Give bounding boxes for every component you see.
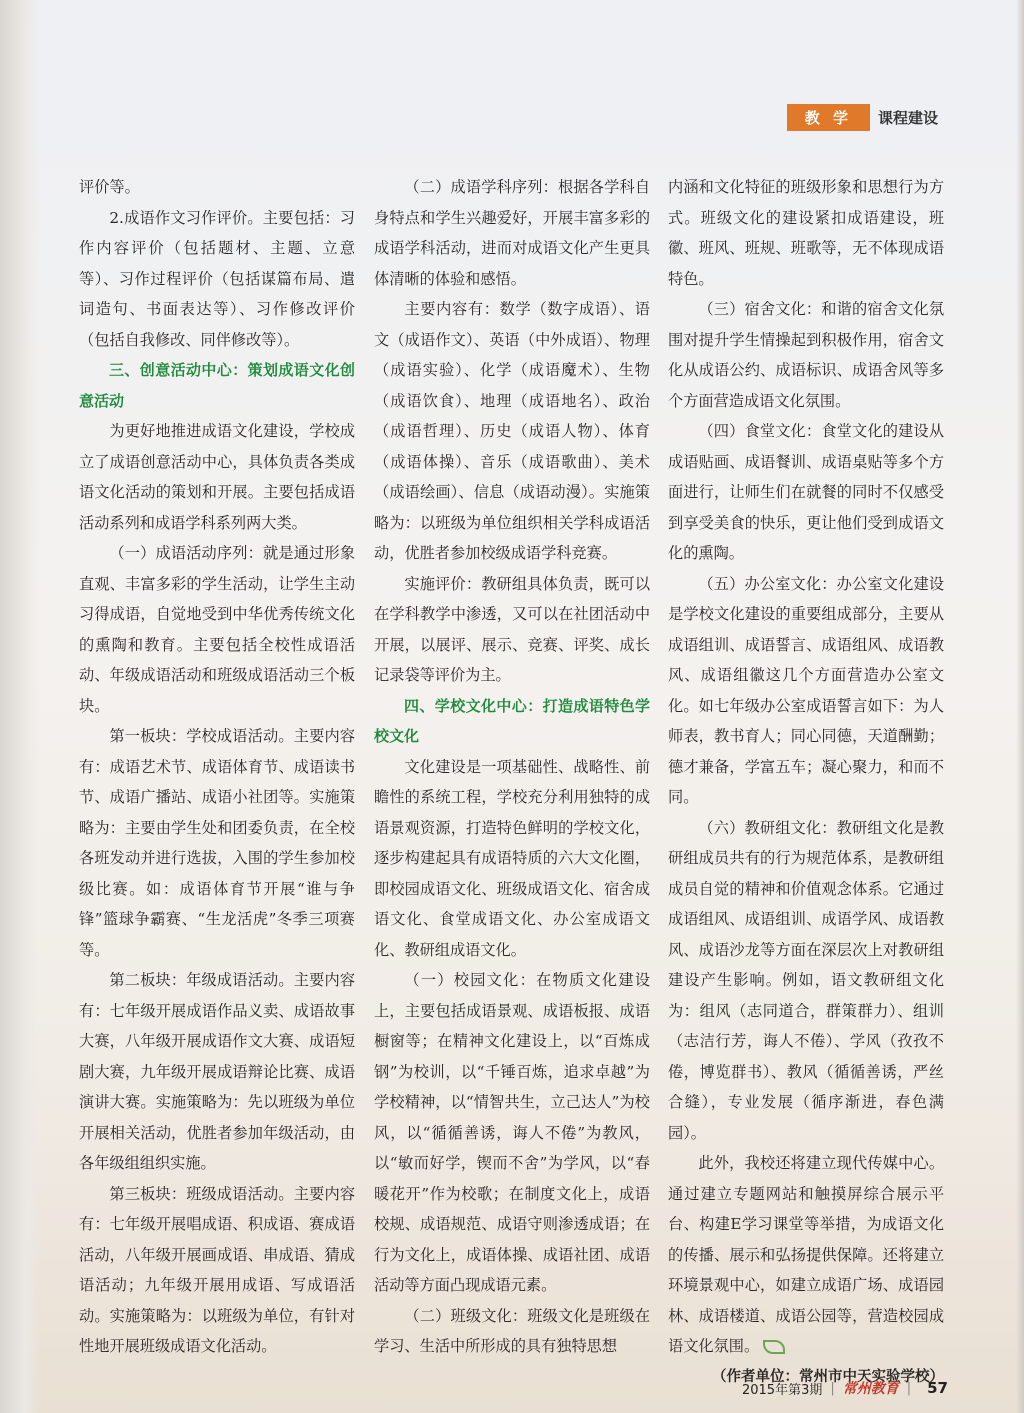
paragraph: 文化建设是一项基础性、战略性、前瞻性的系统工程，学校充分利用独特的成语景观资源，打造特色鲜明的学校文化，逐步构建起具有成语特质的六大文化圈，即校园成语文化、班级成语文化、宿舍成语文化、食堂成语文化、办公室成语文化、教研组成语文化。 bbox=[374, 757, 650, 959]
footer-divider: | bbox=[906, 1380, 912, 1396]
magazine-logo: 常州教育 bbox=[842, 1381, 899, 1397]
paragraph: 实施评价：教研组具体负责，既可以在学科教学中渗透，又可以在社团活动中开展，以展评、展示、竞赛、评奖、成长记录袋等评价为主。 bbox=[374, 574, 650, 684]
column-tag: 教 学 bbox=[787, 104, 870, 131]
paragraph: （一）成语活动序列：就是通过形象直观、丰富多彩的学生活动，让学生主动习得成语，自觉地受到中华优秀传统文化的熏陶和教育。主要包括全校性成语活动、年级成语活动和班级成语活动三个板块。 bbox=[79, 544, 355, 715]
page-edge bbox=[1016, 0, 1024, 1413]
binding-shadow bbox=[0, 0, 40, 1413]
page-number: 57 bbox=[927, 1379, 948, 1397]
text-column-2 bbox=[374, 172, 650, 1362]
paragraph: （五）办公室文化：办公室文化建设是学校文化建设的重要组成部分，主要从成语组训、成语誓言、成语组风、成语教风、成语组徽这几个方面营造办公室文化。如七年级办公室成语誓言如下：为人师表，教书育人；同心同德，天道酬勤；德才兼备，学富五车；凝心聚力，和而不同。 bbox=[668, 574, 944, 806]
text-column-3 bbox=[668, 172, 944, 1392]
paragraph: 第三板块：班级成语活动。主要内容有：七年级开展唱成语、积成语、赛成语活动，八年级开展画成语、串成语、猜成语活动；九年级开展用成语、写成语活动。实施策略为：以班级为单位，有针对性地开展班级成语文化活动。 bbox=[79, 1184, 355, 1355]
paragraph: 第二板块：年级成语活动。主要内容有：七年级开展成语作品义卖、成语故事大赛，八年级开展成语作文大赛、成语短剧大赛，九年级开展成语辩论比赛、成语演讲大赛。实施策略为：先以班级为单位开展相关活动，优胜者参加年级活动，由各年级组组织实施。 bbox=[79, 971, 355, 1172]
page-header bbox=[787, 104, 938, 130]
issue-label: 2015年第3期 bbox=[741, 1382, 823, 1398]
paragraph: （二）班级文化：班级文化是班级在学习、生活中所形成的具有独特思想 bbox=[374, 1306, 650, 1355]
paragraph: 2.成语作文习作评价。主要包括：习作内容评价（包括题材、主题、立意等）、习作过程评价（包括谋篇布局、遣词造句、书面表达等）、习作修改评价（包括自我修改、同伴修改等）。 bbox=[79, 208, 355, 349]
footer-divider: | bbox=[830, 1380, 835, 1396]
paragraph: （二）成语学科序列：根据各学科自身特点和学生兴趣爱好，开展丰富多彩的成语学科活动，进而对成语文化产生更具体清晰的体验和感悟。 bbox=[374, 178, 650, 288]
paragraph: 评价等。 bbox=[79, 178, 140, 196]
closing-text: 此外，我校还将建立现代传媒中心。通过建立专题网站和触摸屏综合展示平台、构建E学习课堂等举措，为成语文化的传播、展示和弘扬提供保障。还将建立环境景观中心，如建立成语广场、成语园林、成语楼道、成语公园等，营造校园成语文化氛围。 bbox=[668, 1154, 944, 1355]
section-heading: 三、创意活动中心：策划成语文化创意活动 bbox=[79, 361, 355, 410]
paragraph: （六）教研组文化：教研组文化是教研组成员共有的行为规范体系，是教研组成员自觉的精神和价值观念体系。它通过成语组风、成语组训、成语学风、成语教风、成语沙龙等方面在深层次上对教研组建设产生影响。例如，语文教研组文化为：组风（志同道合，群策群力）、组训（志洁行芳，诲人不倦）、学风（孜孜不倦，博览群书）、教风（循循善诱，严丝合缝），专业发展（循序渐进，春色满园）。 bbox=[668, 818, 944, 1142]
page-footer bbox=[742, 1378, 948, 1398]
paragraph: （一）校园文化：在物质文化建设上，主要包括成语景观、成语板报、成语橱窗等；在精神文化建设上，以“百炼成钢”为校训，以“千锤百炼，追求卓越”为学校精神，以“情智共生，立己达人”为校风，以“循循善诱，诲人不倦”为教风，以“敏而好学，锲而不舍”为学风，以“春暖花开”作为校歌；在制度文化上，成语校规、成语规范、成语守则渗透成语；在行为文化上，成语体操、成语社团、成语活动等方面凸现成语元素。 bbox=[374, 971, 650, 1294]
leaf-icon bbox=[763, 1340, 785, 1354]
paragraph: （四）食堂文化：食堂文化的建设从成语贴画、成语餐训、成语桌贴等多个方面进行，让师生们在就餐的同时不仅感受到享受美食的快乐，更让他们受到成语文化的熏陶。 bbox=[668, 422, 944, 562]
section-heading: 四、学校文化中心：打造成语特色学校文化 bbox=[374, 696, 650, 745]
paragraph: 主要内容有：数学（数字成语）、语文（成语作文）、英语（中外成语）、物理（成语实验）、化学（成语魔术）、生物（成语饮食）、地理（成语地名）、政治（成语哲理）、历史（成语人物）、体育（成语体操）、音乐（成语歌曲）、美术（成语绘画）、信息（成语动漫）。实施策略为：以班级为单位组织相关学科成语活动，优胜者参加校级成语学科竞赛。 bbox=[374, 300, 650, 562]
paragraph: （三）宿舍文化：和谐的宿舍文化氛围对提升学生情操起到积极作用，宿舍文化从成语公约、成语标识、成语舍风等多个方面营造成语文化氛围。 bbox=[668, 300, 944, 410]
section-label: 课程建设 bbox=[877, 108, 938, 127]
author-affiliation: （作者单位：常州市中天实验学校） bbox=[712, 1368, 944, 1385]
paragraph: 为更好地推进成语文化建设，学校成立了成语创意活动中心，具体负责各类成语文化活动的策划和开展。主要包括成语活动系列和成语学科系列两大类。 bbox=[79, 422, 355, 532]
paragraph: 第一板块：学校成语活动。主要内容有：成语艺术节、成语体育节、成语读书节、成语广播站、成语小社团等。实施策略为：主要由学生处和团委负责，在全校各班发动并进行选拔，入围的学生参加校级比赛。如：成语体育节开展“谁与争锋”篮球争霸赛、“生龙活虎”冬季三项赛等。 bbox=[79, 727, 355, 959]
paragraph bbox=[668, 1148, 944, 1362]
text-column-1 bbox=[79, 172, 355, 1362]
paragraph: 内涵和文化特征的班级形象和思想行为方式。班级文化的建设紧扣成语建设，班徽、班风、班规、班歌等，无不体现成语特色。 bbox=[668, 178, 944, 288]
